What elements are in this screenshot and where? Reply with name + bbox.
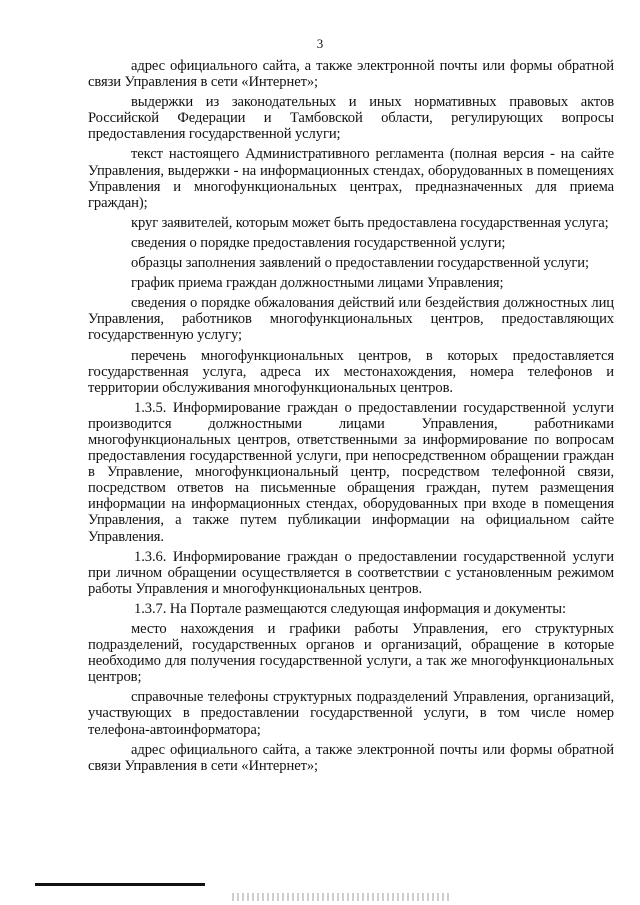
paragraph: круг заявителей, которым может быть предоставлена государственная услуга; [131,214,609,231]
paragraph: текст настоящего Административного регламента (полная версия - на сайте Управления, выдержки - на информационных стендах, оборудованных в помещениях Управления и многофункциональных центрах, предназначенных для приема граждан); [88,146,614,211]
footer-rule [35,883,205,886]
document-body [88,58,614,778]
page-number: 3 [316,36,324,51]
paragraph: сведения о порядке предоставления государственной услуги; [131,234,506,251]
paragraph: адрес официального сайта, а также электронной почты или формы обратной связи Управления в сети «Интернет»; [88,58,614,91]
paragraph: справочные телефоны структурных подразделений Управления, организаций, участвующих в предоставлении государственной услуги, в том числе номер телефона-автоинформатора; [88,689,614,738]
scan-artifact [232,893,452,901]
paragraph: сведения о порядке обжалования действий или бездействия должностных лиц Управления, работников многофункциональных центров, предоставляющих государственную услугу; [88,295,614,344]
section-paragraph-1-3-7: 1.3.7. На Портале размещаются следующая информация и документы: [134,600,566,617]
paragraph: место нахождения и графики работы Управления, его структурных подразделений, государственных органов и организаций, обращение в которые необходимо для получения государственной услуги, а так же многофункциональных центров; [88,621,614,686]
paragraph: выдержки из законодательных и иных нормативных правовых актов Российской Федерации и Тамбовской области, регулирующих вопросы предоставления государственной услуги; [88,94,614,143]
paragraph: образцы заполнения заявлений о предоставлении государственной услуги; [131,255,589,272]
paragraph: перечень многофункциональных центров, в которых предоставляется государственная услуга, адреса их местонахождения, номера телефонов и территории обслуживания многофункциональных центров. [88,347,614,396]
section-paragraph-1-3-6: 1.3.6. Информирование граждан о предоставлении государственной услуги при личном обращении осуществляется в соответствии с установленным режимом работы Управления и многофункциональных центров. [88,548,614,597]
paragraph: адрес официального сайта, а также электронной почты или формы обратной связи Управления в сети «Интернет»; [88,741,614,774]
paragraph: график приема граждан должностными лицами Управления; [131,275,504,292]
section-paragraph-1-3-5: 1.3.5. Информирование граждан о предоставлении государственной услуги производится должностными лицами Управления, работниками многофункциональных центров, ответственными за информирование по вопросам предоставления государственной услуги, при непосредственном обращении граждан в Управление, многофункциональный центр, посредством телефонной связи, посредством ответов на письменные обращения граждан, путем размещения информации на информационных стендах, оборудованных при входе в помещения Управления, а также путем публикации информации на официальном сайте Управления. [88,399,614,545]
